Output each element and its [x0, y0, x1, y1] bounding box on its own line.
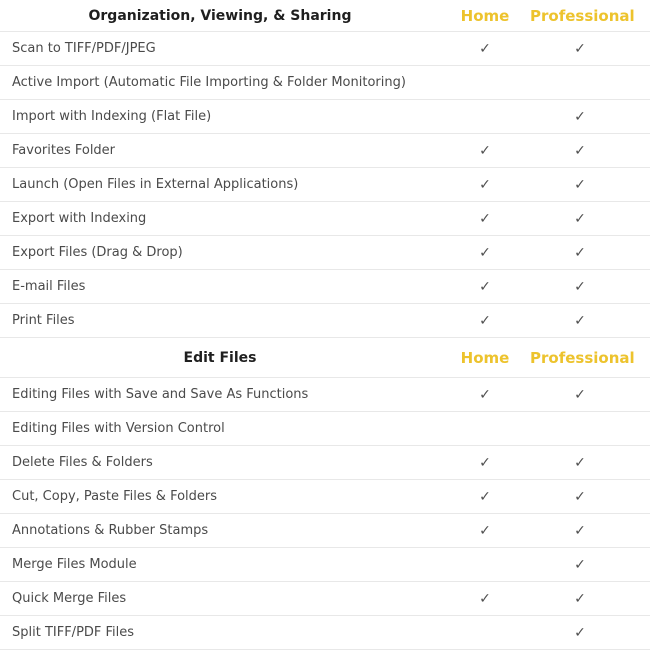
professional-checkmark-icon: ✓	[574, 488, 586, 505]
feature-name: Editing Files with Save and Save As Functions	[12, 387, 309, 402]
feature-row	[0, 31, 650, 65]
home-checkmark-icon: ✓	[479, 244, 491, 261]
feature-name: Favorites Folder	[12, 143, 116, 158]
column-header-professional: Professional	[530, 348, 635, 367]
feature-row	[0, 65, 650, 99]
feature-row	[0, 547, 650, 581]
column-header-home: Home	[460, 6, 510, 25]
home-checkmark-icon: ✓	[479, 278, 491, 295]
feature-row	[0, 99, 650, 133]
feature-name: Launch (Open Files in External Applications)	[12, 177, 299, 192]
home-checkmark-icon: ✓	[479, 40, 491, 57]
feature-row	[0, 201, 650, 235]
feature-name: Delete Files & Folders	[12, 455, 153, 470]
professional-checkmark-icon: ✓	[574, 278, 586, 295]
professional-checkmark-icon: ✓	[574, 210, 586, 227]
professional-checkmark-icon: ✓	[574, 40, 586, 57]
professional-checkmark-icon: ✓	[574, 176, 586, 193]
feature-row	[0, 479, 650, 513]
home-checkmark-icon: ✓	[479, 454, 491, 471]
feature-name: Active Import (Automatic File Importing & Folder Monitoring)	[12, 75, 406, 90]
feature-name: Annotations & Rubber Stamps	[12, 523, 209, 538]
feature-row	[0, 167, 650, 201]
feature-row	[0, 615, 650, 649]
home-checkmark-icon: ✓	[479, 488, 491, 505]
section-rows	[0, 377, 650, 649]
feature-name: Export Files (Drag & Drop)	[12, 245, 183, 260]
home-checkmark-icon: ✓	[479, 386, 491, 403]
feature-name: Merge Files Module	[12, 557, 137, 572]
professional-checkmark-icon: ✓	[574, 590, 586, 607]
professional-checkmark-icon: ✓	[574, 556, 586, 573]
professional-checkmark-icon: ✓	[574, 312, 586, 329]
professional-checkmark-icon: ✓	[574, 142, 586, 159]
feature-name: Print Files	[12, 313, 75, 328]
home-checkmark-icon: ✓	[479, 176, 491, 193]
section-header	[0, 337, 650, 377]
feature-section	[0, 337, 650, 649]
feature-name: Split TIFF/PDF Files	[12, 625, 135, 640]
home-checkmark-icon: ✓	[479, 312, 491, 329]
feature-name: Export with Indexing	[12, 211, 147, 226]
home-checkmark-icon: ✓	[479, 590, 491, 607]
professional-checkmark-icon: ✓	[574, 244, 586, 261]
professional-checkmark-icon: ✓	[574, 386, 586, 403]
feature-name: Quick Merge Files	[12, 591, 127, 606]
home-checkmark-icon: ✓	[479, 522, 491, 539]
feature-name: Cut, Copy, Paste Files & Folders	[12, 489, 218, 504]
feature-row	[0, 377, 650, 411]
feature-row	[0, 133, 650, 167]
home-checkmark-icon: ✓	[479, 210, 491, 227]
professional-checkmark-icon: ✓	[574, 108, 586, 125]
home-checkmark-icon: ✓	[479, 142, 491, 159]
feature-name: Scan to TIFF/PDF/JPEG	[12, 41, 156, 56]
professional-checkmark-icon: ✓	[574, 522, 586, 539]
professional-checkmark-icon: ✓	[574, 624, 586, 641]
section-rows	[0, 31, 650, 337]
feature-name: E-mail Files	[12, 279, 86, 294]
feature-name: Editing Files with Version Control	[12, 421, 225, 436]
feature-row	[0, 235, 650, 269]
feature-row	[0, 513, 650, 547]
feature-row	[0, 411, 650, 445]
feature-name: Import with Indexing (Flat File)	[12, 109, 212, 124]
feature-row	[0, 581, 650, 615]
feature-row	[0, 303, 650, 337]
section-title: Organization, Viewing, & Sharing	[88, 7, 352, 24]
feature-row	[0, 269, 650, 303]
column-header-home: Home	[460, 348, 510, 367]
section-header	[0, 0, 650, 31]
column-header-professional: Professional	[530, 6, 635, 25]
section-title: Edit Files	[183, 349, 257, 366]
feature-row	[0, 445, 650, 479]
professional-checkmark-icon: ✓	[574, 454, 586, 471]
